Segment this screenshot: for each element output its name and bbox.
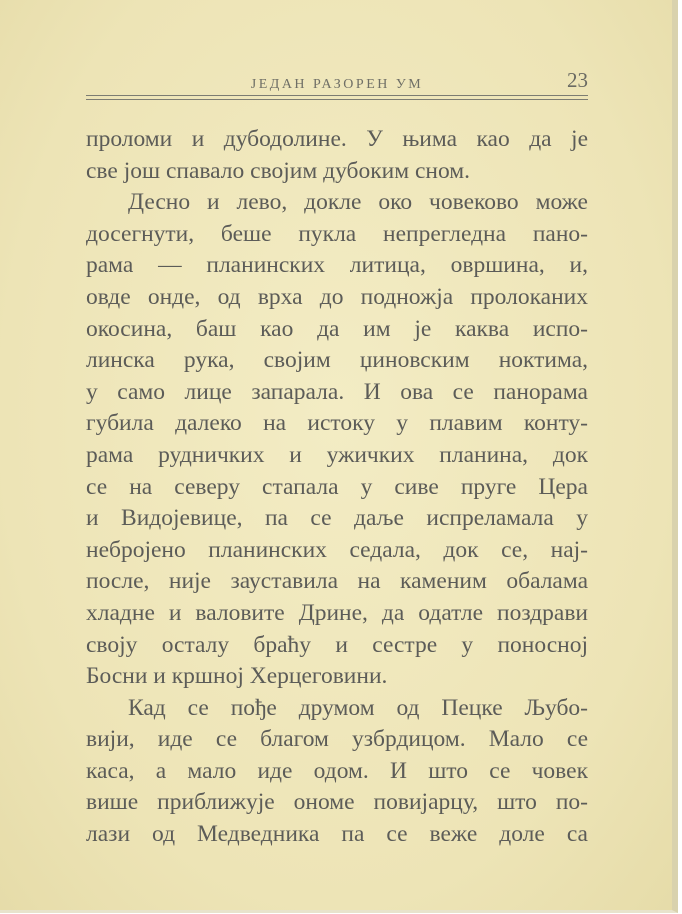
text-line: своју осталу браћу и сестре у поносној [86,631,588,658]
text-line: рама — планинских литица, овршина, и, [86,252,588,279]
text-line: овде онде, од врха до подножја пролоканих [86,283,588,310]
text-line: досегнути, беше пукла непрегледна пано- [86,220,588,247]
text-line: вији, иде се благом узбрдицом. Мало се [86,726,588,753]
text-line: окосина, баш као да им је каква испо- [86,315,588,342]
header-rule-top [86,95,588,96]
text-line: све још спавало својим дубоким сном. [86,157,471,184]
header-rule-bottom [86,99,588,100]
text-line: у само лице запарала. И ова се панорама [86,378,588,405]
text-line: рама рудничких и ужичких планина, док [86,441,588,468]
page-number: 23 [567,68,588,92]
text-line: Босни и кршној Херцеговини. [86,663,388,690]
running-head: ЈЕДАН РАЗОРЕН УМ [250,77,424,92]
text-line: губила далеко на истоку у плавим конту- [86,410,588,437]
text-line: после, није зауставила на каменим обалама [86,568,588,595]
text-line: каса, а мало иде одом. И што се човек [86,757,588,784]
text-line: се на северу стапала у сиве пруге Цера [86,473,588,500]
text-line: лази од Медведника па се веже доле са [86,821,588,848]
text-line: више приближује ономе повијарцу, што по- [86,789,588,816]
text-line: хладне и валовите Дрине, да одатле поздрави [86,599,588,626]
text-line: Десно и лево, докле око човеково може [128,189,588,216]
text-line: линска рука, својим џиновским ноктима, [86,347,588,374]
text-line: Кад се пође друмом од Пецке Љубо- [128,694,588,721]
page-header [86,66,588,100]
text-line: проломи и дубодолине. У њима као да је [86,126,588,152]
body-text [86,124,588,851]
text-line: небројено планинских седала, док се, нај- [86,536,588,563]
text-line: и Видојевице, па се даље испреламала у [86,505,588,532]
